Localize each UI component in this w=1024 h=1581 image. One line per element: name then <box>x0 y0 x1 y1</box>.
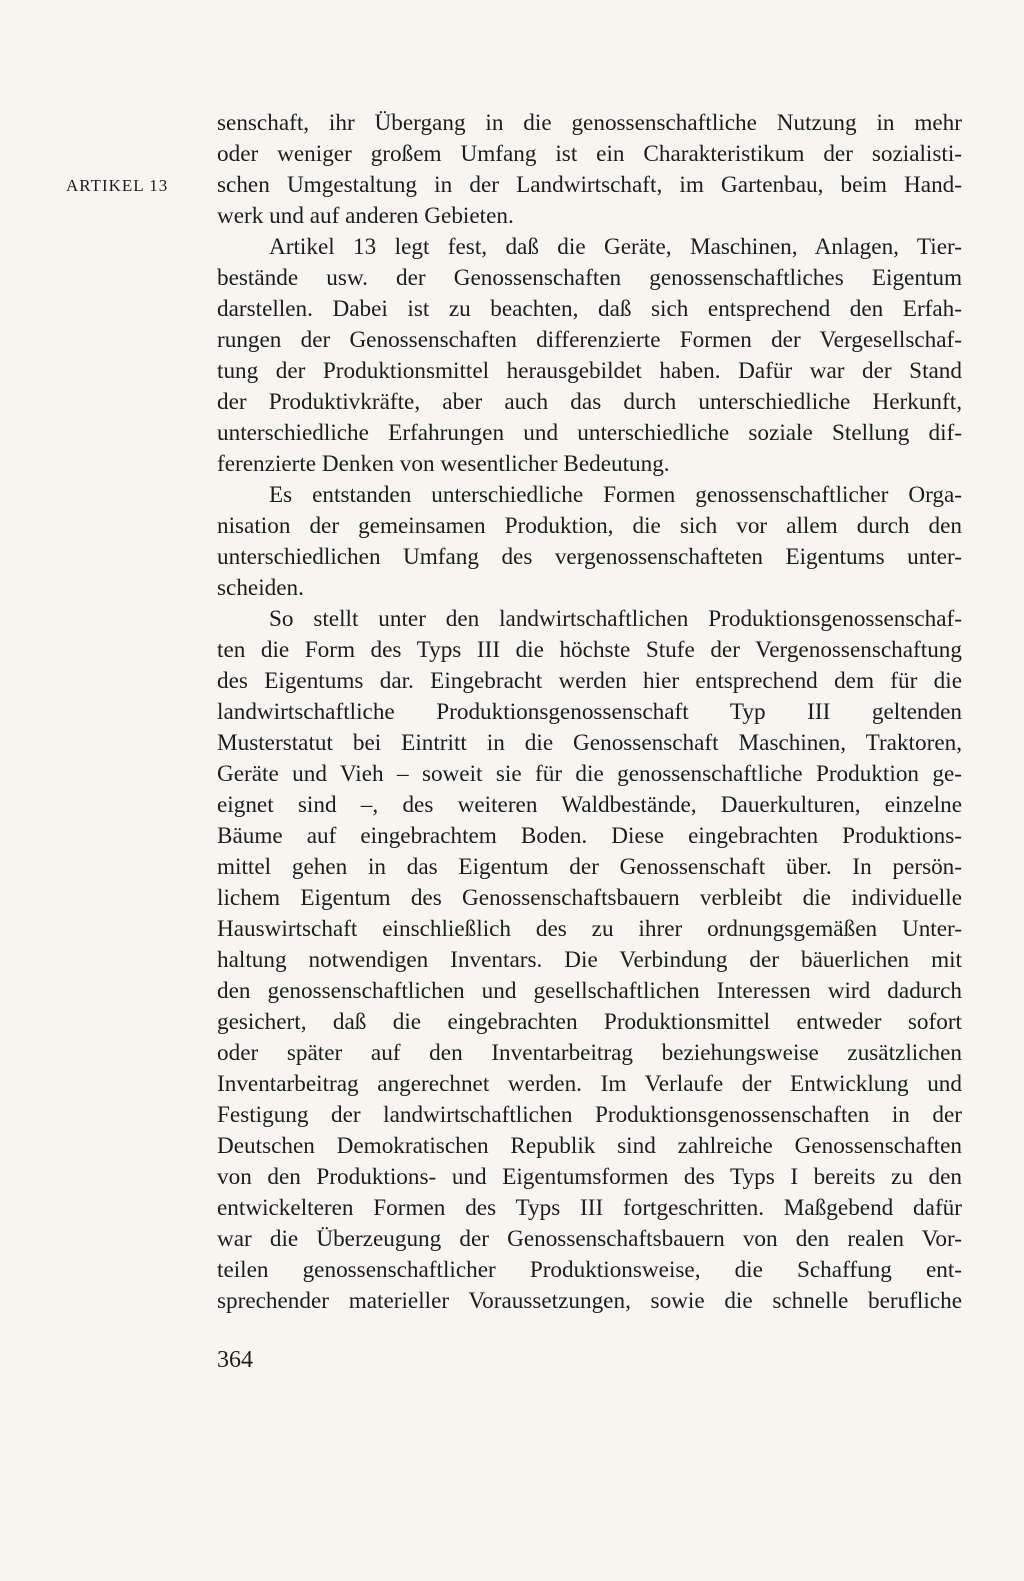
text-line: war die Überzeugung der Genossenschaftsbauern von den realen Vor- <box>217 1226 962 1252</box>
text-line: oder weniger großem Umfang ist ein Charakteristikum der sozialisti- <box>217 141 962 167</box>
text-line: Artikel 13 legt fest, daß die Geräte, Maschinen, Anlagen, Tier- <box>269 234 962 260</box>
text-line: Hauswirtschaft einschließlich des zu ihrer ordnungsgemäßen Unter- <box>217 916 962 942</box>
text-line: Es entstanden unterschiedliche Formen genossenschaftlicher Orga- <box>269 482 962 508</box>
text-line: Musterstatut bei Eintritt in die Genossenschaft Maschinen, Traktoren, <box>217 730 962 756</box>
text-line: Deutschen Demokratischen Republik sind zahlreiche Genossenschaften <box>217 1133 962 1159</box>
text-line: haltung notwendigen Inventars. Die Verbindung der bäuerlichen mit <box>217 947 962 973</box>
text-line: darstellen. Dabei ist zu beachten, daß sich entsprechend den Erfah- <box>217 296 962 322</box>
text-line: schen Umgestaltung in der Landwirtschaft, im Gartenbau, beim Hand- <box>217 172 962 198</box>
text-line: entwickelteren Formen des Typs III fortgeschritten. Maßgebend dafür <box>217 1195 962 1221</box>
text-line: des Eigentums dar. Eingebracht werden hier entsprechend dem für die <box>217 668 962 694</box>
body-text <box>217 108 962 1317</box>
text-line: rungen der Genossenschaften differenzierte Formen der Vergesellschaf- <box>217 327 962 353</box>
text-line: senschaft, ihr Übergang in die genossenschaftliche Nutzung in mehr <box>217 110 962 136</box>
text-line: mittel gehen in das Eigentum der Genossenschaft über. In persön- <box>217 854 962 880</box>
text-line: sprechender materieller Voraussetzungen, sowie die schnelle berufliche <box>217 1288 962 1314</box>
text-line: Bäume auf eingebrachtem Boden. Diese eingebrachten Produktions- <box>217 823 962 849</box>
text-line: gesichert, daß die eingebrachten Produktionsmittel entweder sofort <box>217 1009 962 1035</box>
text-line: So stellt unter den landwirtschaftlichen Produktionsgenossenschaf- <box>269 606 962 632</box>
text-line: tung der Produktionsmittel herausgebildet haben. Dafür war der Stand <box>217 358 962 384</box>
text-line: ten die Form des Typs III die höchste Stufe der Vergenossenschaftung <box>217 637 962 663</box>
text-line: nisation der gemeinsamen Produktion, die sich vor allem durch den <box>217 513 962 539</box>
text-line: scheiden. <box>217 575 304 601</box>
text-line: unterschiedliche Erfahrungen und unterschiedliche soziale Stellung dif- <box>217 420 962 446</box>
margin-article-label: ARTIKEL 13 <box>66 176 169 195</box>
text-line: lichem Eigentum des Genossenschaftsbauern verbleibt die individuelle <box>217 885 962 911</box>
page-number: 364 <box>217 1347 253 1373</box>
text-line: bestände usw. der Genossenschaften genossenschaftliches Eigentum <box>217 265 962 291</box>
text-line: Festigung der landwirtschaftlichen Produktionsgenossenschaften in der <box>217 1102 962 1128</box>
text-line: oder später auf den Inventarbeitrag beziehungsweise zusätzlichen <box>217 1040 962 1066</box>
text-line: eignet sind –, des weiteren Waldbestände, Dauerkulturen, einzelne <box>217 792 962 818</box>
text-line: Geräte und Vieh – soweit sie für die genossenschaftliche Produktion ge- <box>217 761 962 787</box>
text-line: werk und auf anderen Gebieten. <box>217 203 514 229</box>
text-line: unterschiedlichen Umfang des vergenossenschafteten Eigentums unter- <box>217 544 962 570</box>
text-line: Inventarbeitrag angerechnet werden. Im Verlaufe der Entwicklung und <box>217 1071 962 1097</box>
text-line: den genossenschaftlichen und gesellschaftlichen Interessen wird dadurch <box>217 978 962 1004</box>
text-line: landwirtschaftliche Produktionsgenossenschaft Typ III geltenden <box>217 699 962 725</box>
text-line: teilen genossenschaftlicher Produktionsweise, die Schaffung ent- <box>217 1257 962 1283</box>
text-line: ferenzierte Denken von wesentlicher Bedeutung. <box>217 451 670 477</box>
text-line: der Produktivkräfte, aber auch das durch unterschiedliche Herkunft, <box>217 389 962 415</box>
text-line: von den Produktions- und Eigentumsformen des Typs I bereits zu den <box>217 1164 962 1190</box>
